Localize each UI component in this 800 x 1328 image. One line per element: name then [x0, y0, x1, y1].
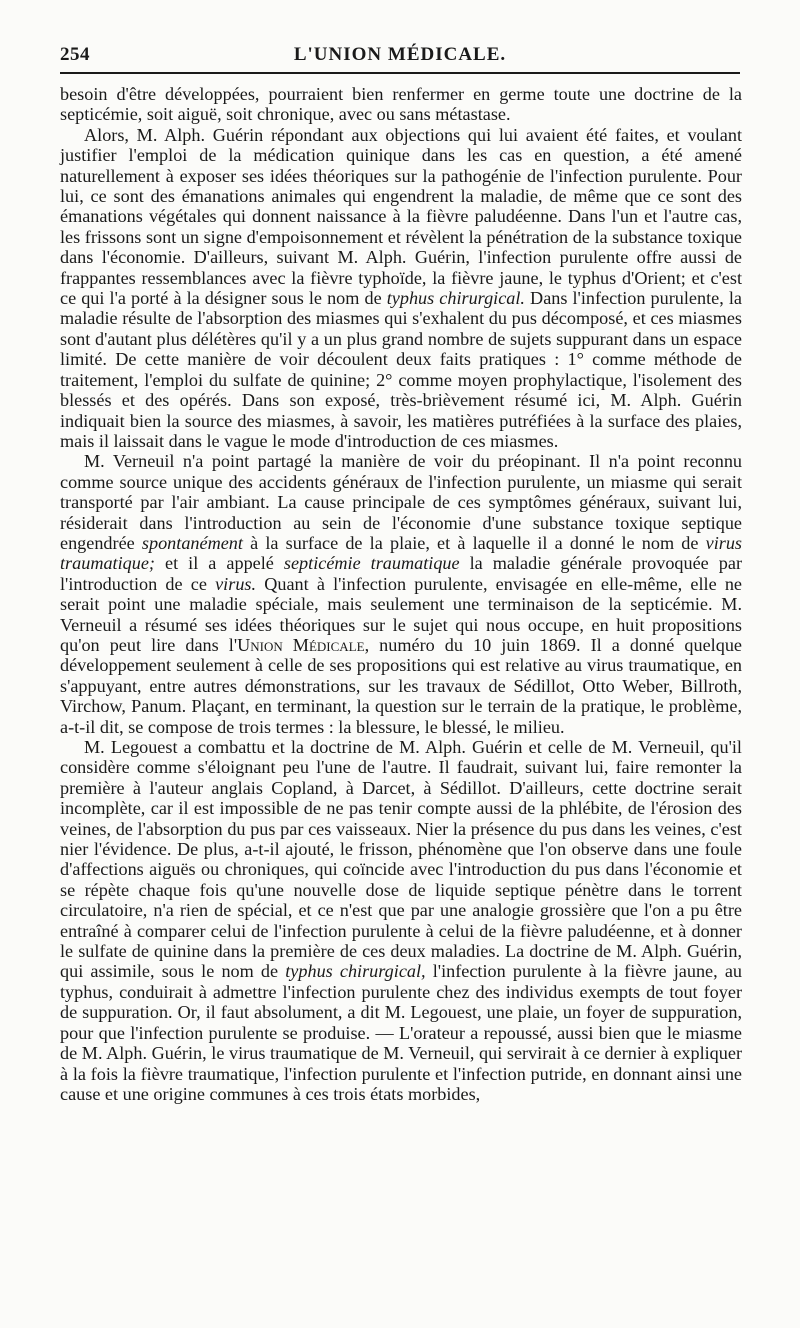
- page-number: 254: [60, 44, 90, 65]
- text-run: Dans l'infection purulente, la maladie résulte de l'absorption des miasmes qui s'exhalent du pus décomposé, et ces miasmes sont d'autant plus délétères qu'il y a un plus grand nombre de sujets suppurant dans un espace limité. De cette manière de voir découlent deux faits pratiques : 1° comme méthode de traitement, l'emploi du sulfate de quinine; 2° comme moyen prophylactique, l'isolement des blessés et des opérés. Dans son exposé, très-brièvement résumé ici, M. Alph. Guérin indiquait bien la source des miasmes, à savoir, les matières putréfiées à la surface des plaies, mais il laissait dans le vague le mode d'introduction de ces miasmes.: [60, 288, 742, 451]
- text-run: besoin d'être développées, pourraient bien renfermer en germe toute une doctrine de la septicémie, soit aiguë, soit chronique, avec ou sans métastase.: [60, 84, 742, 125]
- text-run: Alors, M. Alph. Guérin répondant aux objections qui lui avaient été faites, et voulant justifier l'emploi de la médication quinique dans les cas en question, a été amené naturellement à exposer ses idées théoriques sur la pathogénie de l'infection purulente. Pour lui, ce sont des émanations animales qui engendrent la maladie, de même que ce sont des émanations végétales qui donnent naissance à la fièvre paludéenne. Dans l'un et l'autre cas, les frissons sont un signe d'empoisonnement et révèlent la pénétration de la substance toxique dans l'économie. D'ailleurs, suivant M. Alph. Guérin, l'infection purulente offre aussi de frappantes ressemblances avec la fièvre typhoïde, la fièvre jaune, le typhus d'Orient; et c'est ce qui l'a porté à la désigner sous le nom de: [60, 124, 742, 309]
- paragraph: [60, 737, 742, 1104]
- italic-text: typhus chirurgical.: [386, 288, 525, 309]
- italic-text: virus.: [215, 573, 257, 594]
- small-caps-text: Union Médicale: [237, 634, 365, 655]
- running-title: L'UNION MÉDICALE.: [293, 44, 507, 65]
- text-run: et il a appelé: [154, 553, 284, 574]
- italic-text: virus traumatique;: [60, 532, 742, 574]
- text-run: M. Legouest a combattu et la doctrine de M. Alph. Guérin et celle de M. Verneuil, qu'il considère comme s'éloignant peu l'une de l'autre. Il faudrait, suivant lui, faire remonter la première à l'auteur anglais Copland, à Darcet, à Sédillot. D'ailleurs, cette doctrine serait incomplète, car il est impossible de ne pas tenir compte aussi de la phlébite, de l'érosion des veines, de l'absorption du pus par ces vaisseaux. Nier la présence du pus dans les veines, c'est nier l'évidence. De plus, a-t-il ajouté, le frisson, phénomène que l'on observe dans une foule d'affections aiguës ou chroniques, qui coïncide avec l'introduction du pus dans l'économie et se répète chaque fois qu'une nouvelle dose de liquide septique pénètre dans le torrent circulatoire, n'a rien de spécial, et ce n'est que par une analogie grossière que l'on a pu être entraîné à comparer celui de l'infection purulente à celui de la fièvre paludéenne, et à donner le sulfate de quinine dans la première de ces deux maladies. La doctrine de M. Alph. Guérin, qui assimile, sous le nom de: [60, 737, 742, 982]
- header-rule: [60, 72, 740, 74]
- text-run: , numéro du 10 juin 1869. Il a donné quelque développement seulement à celle de ses propositions qui est relative au virus traumatique, en s'appuyant, entre autres démonstrations, sur les travaux de Sédillot, Otto Weber, Billroth, Virchow, Panum. Plaçant, en terminant, la question sur le terrain de la pratique, le problème, a-t-il dit, se compose de trois termes : la blessure, le blessé, le milieu.: [60, 634, 742, 737]
- paragraph: [60, 125, 742, 452]
- text-run: Quant à l'infection purulente, envisagée en elle-même, elle ne serait point une maladie spéciale, mais seulement une terminaison de la septicémie. M. Verneuil a résumé ses idées théoriques sur le sujet qui nous occupe, en huit propositions qu'on peut lire dans l': [60, 573, 742, 655]
- text-run: l'infection purulente à la fièvre jaune, au typhus, conduirait à admettre l'infection purulente chez des individus exempts de tout foyer de suppuration. Or, il faut absolument, a dit M. Legouest, une plaie, un foyer de suppuration, pour que l'infection purulente se produise. — L'orateur a repoussé, aussi bien que le miasme de M. Alph. Guérin, le virus traumatique de M. Verneuil, qui servirait à ce dernier à expliquer à la fois la fièvre traumatique, l'infection purulente et l'infection putride, en donnant ainsi une cause et une origine communes à ces trois états morbides,: [60, 961, 742, 1104]
- paragraph: [60, 84, 742, 125]
- italic-text: spontanément: [141, 532, 243, 553]
- italic-text: typhus chirurgical,: [285, 961, 426, 982]
- italic-text: septicémie traumatique: [283, 553, 460, 574]
- text-run: M. Verneuil n'a point partagé la manière de voir du préopinant. Il n'a point reconnu comme source unique des accidents généraux de l'infection purulente, un miasme qui serait transporté par l'air ambiant. La cause principale de ces symptômes généraux, suivant lui, résiderait dans l'introduction au sein de l'économie d'une substance toxique septique engendrée: [60, 451, 742, 553]
- body-text: [60, 84, 742, 1104]
- text-run: à la surface de la plaie, et à laquelle il a donné le nom de: [242, 532, 706, 553]
- text-run: la maladie générale provoquée par l'introduction de ce: [60, 553, 742, 594]
- paragraph: [60, 451, 742, 737]
- page-header: [60, 44, 740, 70]
